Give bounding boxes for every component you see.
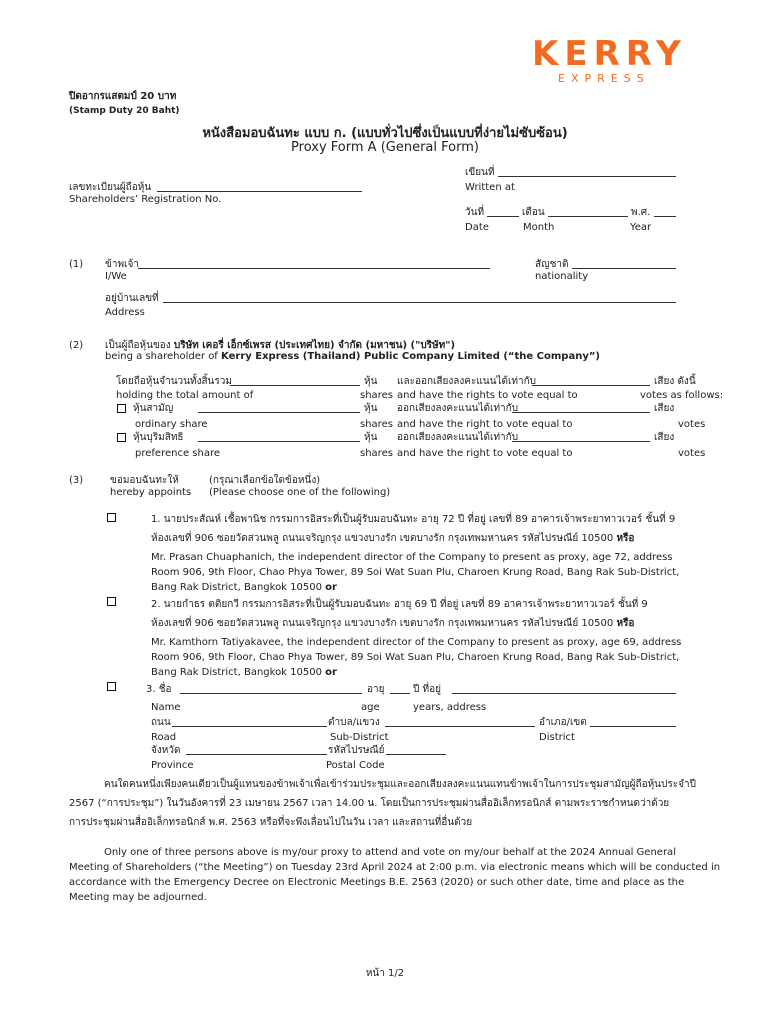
registration-label-th: เลขทะเบียนผู้ถือหุ้น [69, 182, 152, 193]
proxy-2-checkbox[interactable] [107, 597, 116, 606]
body-en-line-3: accordance with the Emergency Decree on Electronic Meetings B.E. 2563 (2020) or such other date, time and place as the [69, 877, 685, 888]
total-shares-field[interactable] [230, 385, 360, 386]
body-th-line-1: คนใดคนหนึ่งเพียงคนเดียวเป็นผู้แทนของข้าพเจ้าเพื่อเข้าร่วมประชุมและออกเสียงลงคะแนนแทนข้าพเจ้าในการประชุมสามัญผู้ถือหุ้นประจำปี [104, 779, 696, 790]
shares-label-en-3: shares [360, 448, 393, 459]
written-at-label-th: เขียนที่ [465, 167, 495, 178]
proxy-1-th-line-2: ห้องเลขที่ 906 ซอยวัดสวนพลู ถนนเจริญกรุง แขวงบางรัก เขตบางรัก กรุงเทพมหานคร รหัสไปรษณีย์ 10500 หรือ [151, 533, 635, 544]
proxy-2-en-line-3: Bang Rak District, Bangkok 10500 or [151, 667, 337, 678]
choose-label-en: (Please choose one of the following) [209, 487, 391, 498]
proxy-3-address-field[interactable] [452, 693, 676, 694]
written-at-field[interactable] [498, 176, 676, 177]
stamp-duty-en: (Stamp Duty 20 Baht) [69, 106, 180, 116]
year-field[interactable] [654, 216, 676, 217]
proxy-2-en-line-2: Room 906, 9th Floor, Chao Phya Tower, 89 Soi Wat Suan Plu, Charoen Krung Road, Bang Rak Sub-District, [151, 652, 680, 663]
proxy-3-age-label-en: age [361, 702, 380, 713]
proxy-3-age-label-th: อายุ [367, 684, 385, 695]
body-th-line-3: การประชุมผ่านสื่ออิเล็กทรอนิกส์ พ.ศ. 2563 หรือที่จะพึงเลื่อนไปในวัน เวลา และสถานที่อื่นด้วย [69, 817, 473, 828]
year-label-en: Year [630, 222, 652, 233]
month-label-th: เดือน [522, 207, 545, 218]
nationality-field[interactable] [572, 268, 676, 269]
ordinary-label-th: หุ้นสามัญ [133, 403, 174, 414]
ordinary-votes-field[interactable] [512, 412, 650, 413]
nationality-label-th: สัญชาติ [535, 259, 569, 270]
district-label-th: อำเภอ/เขต [539, 717, 587, 728]
registration-field[interactable] [157, 191, 362, 192]
name-field[interactable] [138, 268, 490, 269]
choose-label-th: (กรุณาเลือกข้อใดข้อหนึ่ง) [209, 475, 321, 486]
district-field[interactable] [590, 726, 676, 727]
votes-label-en-3: votes [678, 448, 706, 459]
road-field[interactable] [172, 726, 327, 727]
proxy-2-en-line-1: Mr. Kamthorn Tatiyakavee, the independent director of the Company to present as proxy, age 69, address [151, 637, 682, 648]
express-logo-text: EXPRESS [558, 72, 650, 85]
shareholder-of-th: เป็นผู้ถือหุ้นของ บริษัท เคอรี่ เอ็กซ์เพรส (ประเทศไทย) จำกัด (มหาชน) ("บริษัท") [105, 340, 456, 351]
ordinary-share-checkbox[interactable] [117, 404, 126, 413]
shares-label-th-2: หุ้น [364, 403, 378, 414]
shareholder-of-en: being a shareholder of Kerry Express (Thailand) Public Company Limited (“the Company”) [105, 351, 600, 362]
month-field[interactable] [548, 216, 628, 217]
proxy-1-en-line-1: Mr. Prasan Chuaphanich, the independent director of the Company to present as proxy, age 72, address [151, 552, 673, 563]
subdistrict-field[interactable] [385, 726, 535, 727]
subdistrict-label-th: ตำบล/แขวง [328, 717, 380, 728]
subdistrict-label-en: Sub-District [330, 732, 389, 743]
proxy-1-en-line-3: Bang Rak District, Bangkok 10500 or [151, 582, 337, 593]
date-label-th: วันที่ [465, 207, 485, 218]
preference-votes-field[interactable] [512, 441, 650, 442]
votes-label-th-3: เสียง [654, 432, 675, 443]
body-th-line-2: 2567 (“การประชุม”) ในวันอังคารที่ 23 เมษายน 2567 เวลา 14.00 น. โดยเป็นการประชุมผ่านสื่ออิเล็กทรอนิกส์ ตามพระราชกำหนดว่าด้วย [69, 798, 670, 809]
year-label-th: พ.ศ. [631, 207, 651, 218]
form-title-th: หนังสือมอบฉันทะ แบบ ก. (แบบทั่วไปซึ่งเป็นแบบที่ง่ายไม่ซับซ้อน) [202, 126, 568, 141]
proxy-2-th-line-1: 2. นายกำธร ตติยกวี กรรมการอิสระที่เป็นผู้รับมอบฉันทะ อายุ 69 ปี ที่อยู่ เลขที่ 89 อาคารเจ้าพระยาทาวเวอร์ ชั้นที่ 9 [151, 599, 648, 610]
body-en-line-4: Meeting may be adjourned. [69, 892, 207, 903]
rights-label-th-1: และออกเสียงลงคะแนนได้เท่ากับ [397, 376, 537, 387]
address-label-en: Address [105, 307, 145, 318]
body-en-line-2: Meeting of Shareholders (“the Meeting”) on Tuesday 23rd April 2024 at 2:00 p.m. via electronic means which will be conducted in [69, 862, 721, 873]
date-label-en: Date [465, 222, 489, 233]
stamp-duty-th: ปิดอากรแสตมป์ 20 บาท [69, 91, 177, 102]
road-label-th: ถนน [151, 717, 171, 728]
iwe-label-en: I/We [105, 271, 127, 282]
shares-label-th-3: หุ้น [364, 432, 378, 443]
appoint-label-th: ขอมอบฉันทะให้ [110, 475, 179, 486]
total-votes-field[interactable] [532, 385, 650, 386]
nationality-label-en: nationality [535, 271, 589, 282]
proxy-3-name-field[interactable] [180, 693, 362, 694]
shares-label-en-2: shares [360, 419, 393, 430]
postal-field[interactable] [386, 754, 446, 755]
proxy-3-address-label-en: years, address [413, 702, 487, 713]
section-1-number: (1) [69, 259, 84, 270]
rights-label-en-1: and have the rights to vote equal to [397, 390, 578, 401]
province-label-th: จังหวัด [151, 745, 181, 756]
iwe-label-th: ข้าพเจ้า [105, 259, 139, 270]
date-field[interactable] [487, 216, 519, 217]
votes-label-th-1: เสียง ดังนี้ [654, 376, 696, 387]
month-label-en: Month [523, 222, 555, 233]
proxy-2-th-line-2: ห้องเลขที่ 906 ซอยวัดสวนพลู ถนนเจริญกรุง แขวงบางรัก เขตบางรัก กรุงเทพมหานคร รหัสไปรษณีย์ 10500 หรือ [151, 618, 635, 629]
total-label-th: โดยถือหุ้นจำนวนทั้งสิ้นรวม [116, 376, 232, 387]
preference-label-en: preference share [135, 448, 220, 459]
proxy-3-year-label-th: ปี ที่อยู่ [413, 684, 441, 695]
form-title-en: Proxy Form A (General Form) [291, 140, 479, 155]
postal-label-th: รหัสไปรษณีย์ [328, 745, 385, 756]
ordinary-shares-field[interactable] [198, 412, 360, 413]
appoint-label-en: hereby appoints [110, 487, 192, 498]
rights-label-th-3: ออกเสียงลงคะแนนได้เท่ากับ [397, 432, 519, 443]
proxy-3-name-label-th: 3. ชื่อ [146, 684, 172, 695]
proxy-3-age-field[interactable] [390, 693, 410, 694]
rights-label-th-2: ออกเสียงลงคะแนนได้เท่ากับ [397, 403, 519, 414]
votes-label-en-1: votes as follows: [640, 390, 724, 401]
body-en-line-1: Only one of three persons above is my/our proxy to attend and vote on my/our behalf at the 2024 Annual General [104, 847, 676, 858]
kerry-logo: KERRY [532, 34, 687, 74]
section-3-number: (3) [69, 475, 84, 486]
road-label-en: Road [151, 732, 177, 743]
preference-share-checkbox[interactable] [117, 433, 126, 442]
rights-label-en-3: and have the right to vote equal to [397, 448, 573, 459]
proxy-3-checkbox[interactable] [107, 682, 116, 691]
votes-label-en-2: votes [678, 419, 706, 430]
rights-label-en-2: and have the right to vote equal to [397, 419, 573, 430]
proxy-1-en-line-2: Room 906, 9th Floor, Chao Phya Tower, 89 Soi Wat Suan Plu, Charoen Krung Road, Bang Rak Sub-District, [151, 567, 680, 578]
proxy-3-name-label-en: Name [151, 702, 181, 713]
postal-label-en: Postal Code [326, 760, 385, 771]
registration-label-en: Shareholders’ Registration No. [69, 194, 222, 205]
total-label-en: holding the total amount of [116, 390, 254, 401]
written-at-label-en: Written at [465, 182, 515, 193]
proxy-1-checkbox[interactable] [107, 513, 116, 522]
province-label-en: Province [151, 760, 194, 771]
ordinary-label-en: ordinary share [135, 419, 208, 430]
district-label-en: District [539, 732, 575, 743]
address-label-th: อยู่บ้านเลขที่ [105, 293, 159, 304]
shares-label-en-1: shares [360, 390, 393, 401]
preference-label-th: หุ้นบุริมสิทธิ [133, 432, 184, 443]
address-field[interactable] [163, 302, 676, 303]
proxy-1-th-line-1: 1. นายประสัณห์ เชื้อพานิช กรรมการอิสระที่เป็นผู้รับมอบฉันทะ อายุ 72 ปี ที่อยู่ เลขที่ 89 อาคารเจ้าพระยาทาวเวอร์ ชั้นที่ 9 [151, 514, 676, 525]
province-field[interactable] [186, 754, 327, 755]
page-number: หน้า 1/2 [365, 968, 405, 979]
shares-label-th-1: หุ้น [364, 376, 378, 387]
preference-shares-field[interactable] [198, 441, 360, 442]
section-2-number: (2) [69, 340, 84, 351]
votes-label-th-2: เสียง [654, 403, 675, 414]
